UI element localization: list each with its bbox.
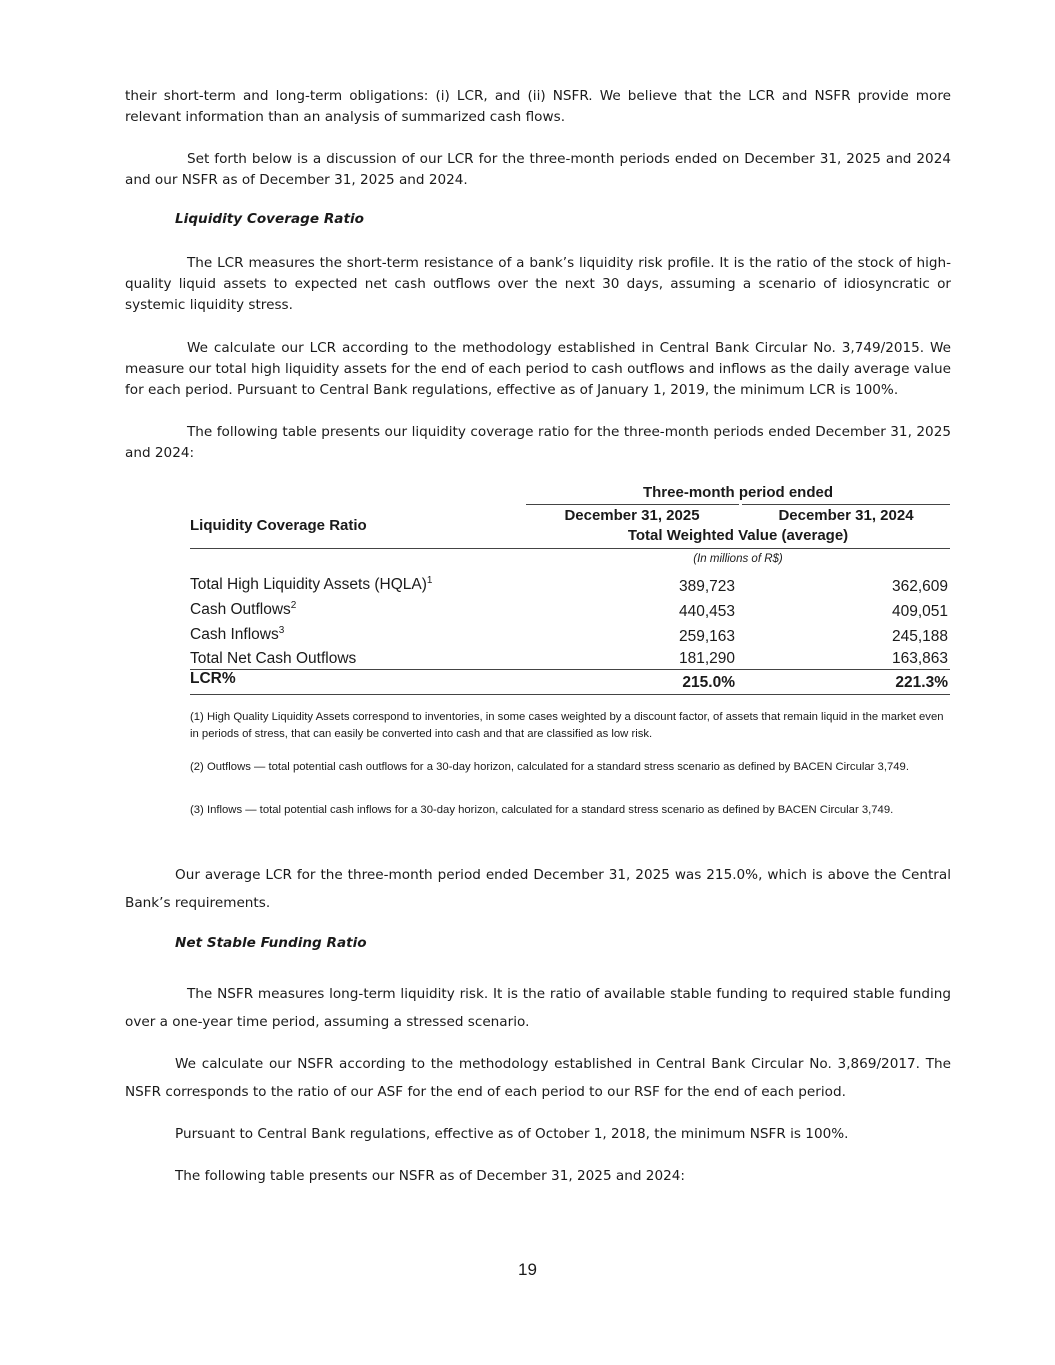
table-header-period: Three-month period ended (642, 484, 833, 501)
table-rule (190, 694, 950, 695)
paragraph-lcr-nsfr-discussion (125, 149, 951, 191)
column-header-2025: December 31, 2025 (564, 507, 700, 524)
paragraph-table-intro (125, 422, 951, 464)
paragraph-intro (125, 86, 951, 128)
row-label: Total Net Cash Outflows (190, 650, 357, 667)
section-heading-nsfr (125, 935, 951, 951)
paragraph-nsfr-definition (125, 980, 951, 1036)
paragraph-text: The NSFR measures long-term liquidity risk. It is the ratio of available stable funding to required stable funding over a one-year time period, assuming a stressed scenario. (125, 986, 951, 1030)
heading-text: Net Stable Funding Ratio (175, 935, 367, 951)
column-header-2024: December 31, 2024 (778, 507, 914, 524)
table-row (190, 601, 950, 623)
footnote-1: (1) High Quality Liquidity Assets correspond to inventories, in some cases weighted by a discount factor, of assets that remain liquid in the market even in periods of stress, that can easily be converted into cash and that are classified as low risk. (190, 711, 944, 740)
table-subheader: Total Weighted Value (average) (627, 527, 849, 544)
row-value-2025: 259,163 (678, 628, 735, 645)
row-value-2024: 221.3% (895, 674, 948, 691)
table-units: (In millions of R$) (693, 553, 783, 565)
table-row (190, 576, 950, 598)
section-heading-lcr (125, 211, 951, 227)
table-row (190, 626, 950, 648)
row-value-2025: 389,723 (678, 578, 735, 595)
row-label: Total High Liquidity Assets (HQLA)$^1$ (190, 575, 433, 593)
paragraph-lcr-result (125, 861, 951, 917)
table-row-total (190, 670, 950, 692)
row-value-2024: 409,051 (891, 603, 948, 620)
paragraph-text: The following table presents our NSFR as of December 31, 2025 and 2024: (175, 1168, 685, 1184)
paragraph-text: We calculate our NSFR according to the methodology established in Central Bank Circular No. 3,869/2017. The NSFR corresponds to the ratio of our ASF for the end of each period to our RSF for the end of each period. (125, 1056, 951, 1100)
paragraph-nsfr-minimum (125, 1124, 951, 1145)
footnote-2: (2) Outflows — total potential cash outflows for a 30-day horizon, calculated for a standard stress scenario as defined by BACEN Circular 3,749. (190, 761, 909, 773)
row-value-2024: 362,609 (891, 578, 948, 595)
paragraph-text: The LCR measures the short-term resistance of a bank’s liquidity risk profile. It is the ratio of the stock of high-quality liquid assets to expected net cash outflows over the next 30 days, assuming a scenario of idiosyncratic or systemic liquidity stress. (125, 255, 951, 313)
paragraph-text: Pursuant to Central Bank regulations, effective as of October 1, 2018, the minimum NSFR is 100%. (175, 1126, 849, 1142)
table-rule (190, 548, 950, 549)
paragraph-text: their short-term and long-term obligations: (i) LCR, and (ii) NSFR. We believe that the LCR and NSFR provide more relevant information than an analysis of summarized cash flows. (125, 88, 951, 125)
row-label: Cash Inflows$^3$ (190, 625, 285, 643)
table-title: Liquidity Coverage Ratio (190, 517, 367, 534)
paragraph-nsfr-table-intro (125, 1166, 951, 1187)
row-value-2025: 215.0% (682, 674, 735, 691)
row-value-2025: 440,453 (678, 603, 735, 620)
row-value-2024: 163,863 (891, 650, 948, 667)
paragraph-text: We calculate our LCR according to the methodology established in Central Bank Circular No. 3,749/2015. We measure our total high liquidity assets for the end of each period to cash outflows and inflows as the daily average value for each period. Pursuant to Central Bank regulations, effective as of January 1, 2019, the minimum LCR is 100%. (125, 340, 951, 398)
paragraph-lcr-definition (125, 253, 951, 316)
header-divider (526, 504, 739, 505)
row-label: LCR% (190, 670, 236, 687)
paragraph-text: Our average LCR for the three-month period ended December 31, 2025 was 215.0%, which is above the Central Bank’s requirements. (125, 867, 951, 911)
paragraph-lcr-methodology (125, 338, 951, 401)
page-number: 19 (518, 1260, 537, 1279)
paragraph-text: The following table presents our liquidity coverage ratio for the three-month periods ended December 31, 2025 and 2024: (125, 424, 951, 461)
row-label: Cash Outflows$^2$ (190, 600, 297, 618)
paragraph-text: Set forth below is a discussion of our LCR for the three-month periods ended on December 31, 2025 and 2024 and our NSFR as of December 31, 2025 and 2024. (125, 151, 951, 188)
row-value-2024: 245,188 (891, 628, 948, 645)
row-value-2025: 181,290 (678, 650, 735, 667)
paragraph-nsfr-methodology (125, 1050, 951, 1106)
heading-text: Liquidity Coverage Ratio (175, 211, 364, 227)
footnote-3: (3) Inflows — total potential cash inflows for a 30-day horizon, calculated for a standard stress scenario as defined by BACEN Circular 3,749. (190, 804, 894, 816)
header-divider (742, 504, 950, 505)
table-row (190, 648, 950, 670)
